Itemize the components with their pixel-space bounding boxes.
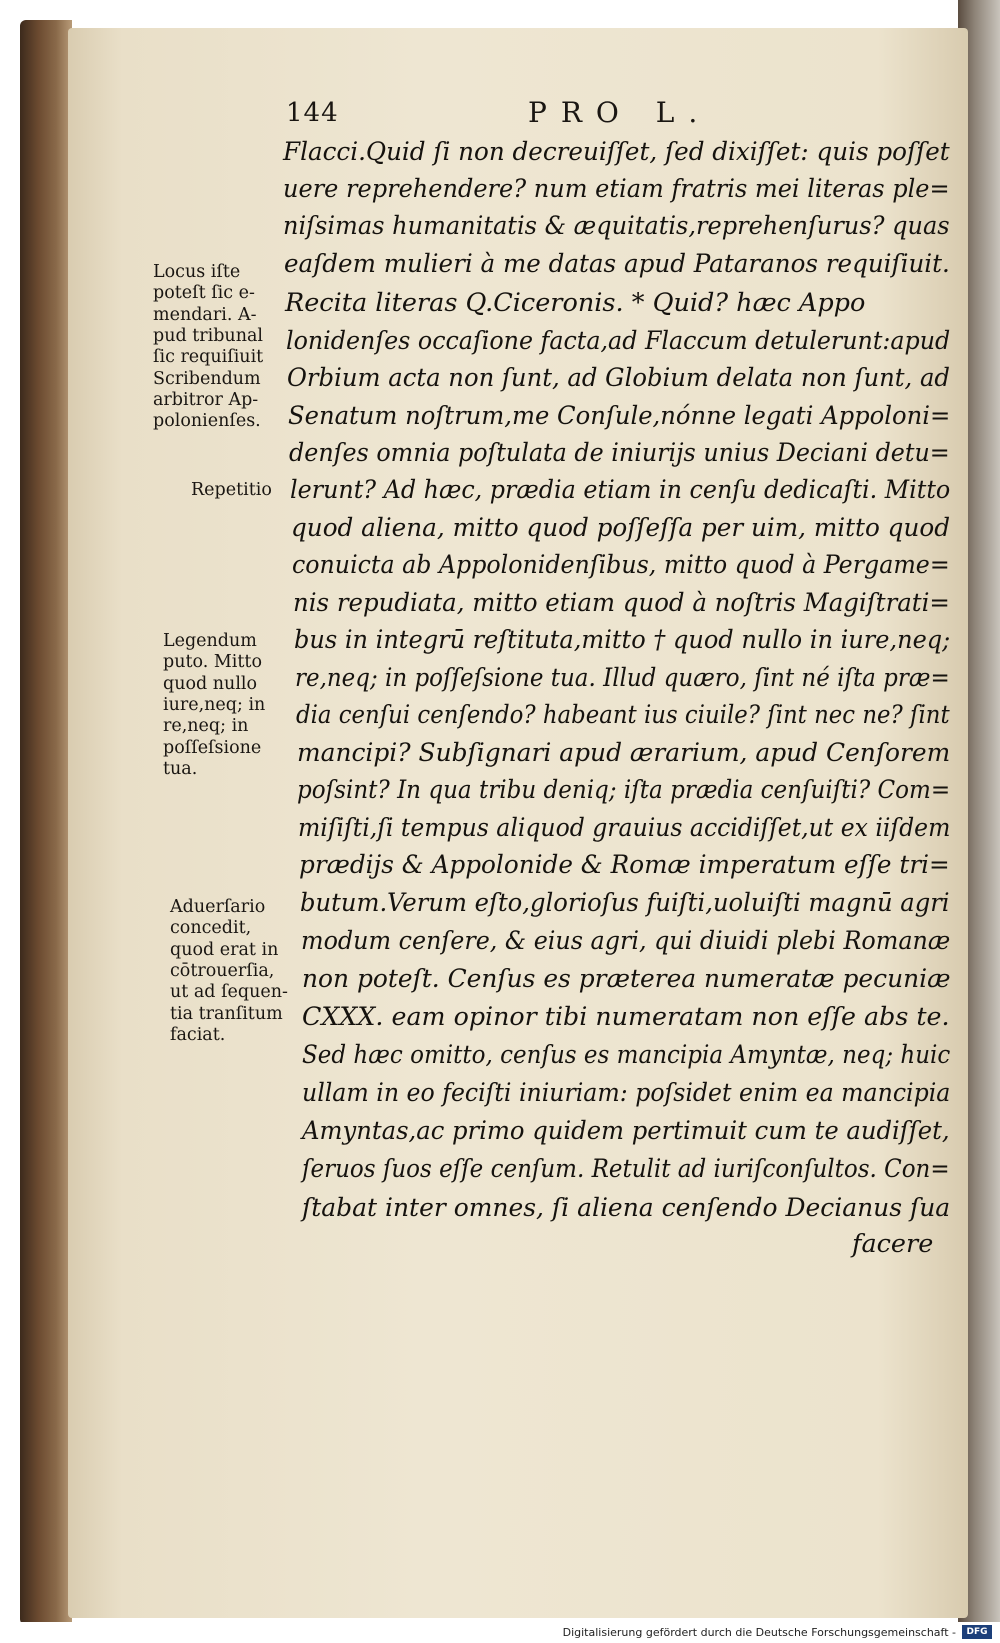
marginal-note [191,480,272,501]
text-line: denſes omnia poſtulata de iniurijs unius Deciani detu= [289,438,950,468]
text-line: Sed hæc omitto, cenſus es mancipia Amyntæ, neq; huic [302,1040,951,1070]
text-line: re,neq; in poſſeſsione tua. Illud quæro, ſint né iſta præ= [295,663,950,693]
text-line: Senatum noſtrum,me Conſule,nónne legati Appoloni= [288,401,951,431]
text-line: butum.Verum eſto,glorioſus fuiſti,uoluiſti magnū agri [300,888,950,918]
text-line: quod aliena, mitto quod poſſeſſa per uim, mitto quod [291,513,951,543]
margin-line: poteſt ſic e- [153,283,255,304]
text-line: miſiſti,ſi tempus aliquod grauius accidiſſet,ut ex iiſdem [298,813,951,843]
text-line: conuicta ab Appolonidenſibus, mitto quod à Pergame= [292,550,950,580]
margin-line: ſic requiſiuit [153,347,264,368]
text-line: Amyntas,ac primo quidem pertimuit cum te audiſſet, [302,1116,950,1146]
book-spine-edge [20,20,72,1625]
running-head: PRO L. [528,96,712,129]
text-line: ſeruos ſuos eſſe cenſum. Retulit ad iuriſconſultos. Con= [302,1154,950,1184]
text-line: ullam in eo feciſti iniuriam: poſsidet enim ea mancipia [302,1078,951,1108]
margin-line: cōtrouerſia, [170,961,275,982]
text-line: Recita literas Q.Ciceronis. * Quid? hæc Appo [285,288,866,318]
margin-line: Locus iſte [153,262,241,282]
margin-line: pud tribunal [153,326,264,347]
margin-line: tua. [163,759,198,780]
text-line: lerunt? Ad hæc, prædia etiam in cenſu dedicaſti. Mitto [290,475,951,505]
margin-line: Aduerſario [170,897,266,917]
text-line: lonidenſes occaſione facta,ad Flaccum detulerunt:apud [286,326,951,356]
margin-line: tia tranſitum [170,1003,283,1024]
text-line: ſtabat inter omnes, ſi aliena cenſendo Decianus ſua [302,1193,951,1223]
marginal-note [153,262,263,433]
text-line: poſsint? In qua tribu deniq; iſta prædia cenſuiſti? Com= [297,775,951,805]
margin-line: ut ad ſequen- [170,982,288,1003]
margin-line: re,neq; in [163,716,249,737]
margin-line: quod erat in [170,939,279,960]
text-line: mancipi? Subſignari apud ærarium, apud Cenſorem [297,738,951,768]
marginal-note [170,897,288,1046]
text-line: eaſdem mulieri à me datas apud Pataranos requiſiuit. [284,249,950,279]
text-line: modum cenſere, & eius agri, qui diuidi plebi Romanæ [301,926,951,956]
margin-line: Legendum [163,631,257,651]
page-number: 144 [286,98,339,128]
text-line: bus in integrū reſtituta,mitto † quod nullo in iure,neq; [294,625,951,655]
text-line: prædijs & Appolonide & Romæ imperatum eſſe tri= [299,850,950,880]
margin-line: polonienſes. [153,411,261,432]
text-line: niſsimas humanitatis & æquitatis,reprehenſurus? quas [283,211,950,241]
margin-line: Repetitio [191,480,272,500]
text-line: Orbium acta non ſunt, ad Globium delata non ſunt, ad [287,363,950,393]
margin-line: mendari. A- [153,304,257,325]
text-line: Flacci.Quid ſi non decreuiſſet, ſed dixiſſet: quis poſſet [283,137,950,167]
margin-line: iure,neq; in [163,695,266,716]
text-line: non poteſt. Cenſus es præterea numeratæ pecuniæ [302,964,951,994]
margin-line: faciat. [170,1025,226,1046]
margin-line: Scribendum [153,368,261,389]
marginal-note [163,631,265,780]
digitization-credit: Digitalisierung gefördert durch die Deutsche Forschungsgemeinschaft - [562,1626,956,1639]
text-line: dia cenſui cenſendo? habeant ius ciuile? ſint nec ne? ſint [296,700,950,730]
margin-line: concedit, [170,918,252,939]
margin-line: arbitror Ap- [153,390,259,411]
margin-line: poſſeſsione [163,737,262,758]
margin-line: quod nullo [163,673,258,694]
text-line: uere reprehendere? num etiam fratris mei literas ple= [283,174,950,204]
text-line: nis repudiata, mitto etiam quod à noſtris Magiſtrati= [293,588,950,618]
text-line: CXXX. eam opinor tibi numeratam non eſſe abs te. [302,1002,950,1032]
dfg-logo: DFG [962,1625,992,1639]
catchword: facere [852,1229,934,1259]
margin-line: puto. Mitto [163,652,262,673]
